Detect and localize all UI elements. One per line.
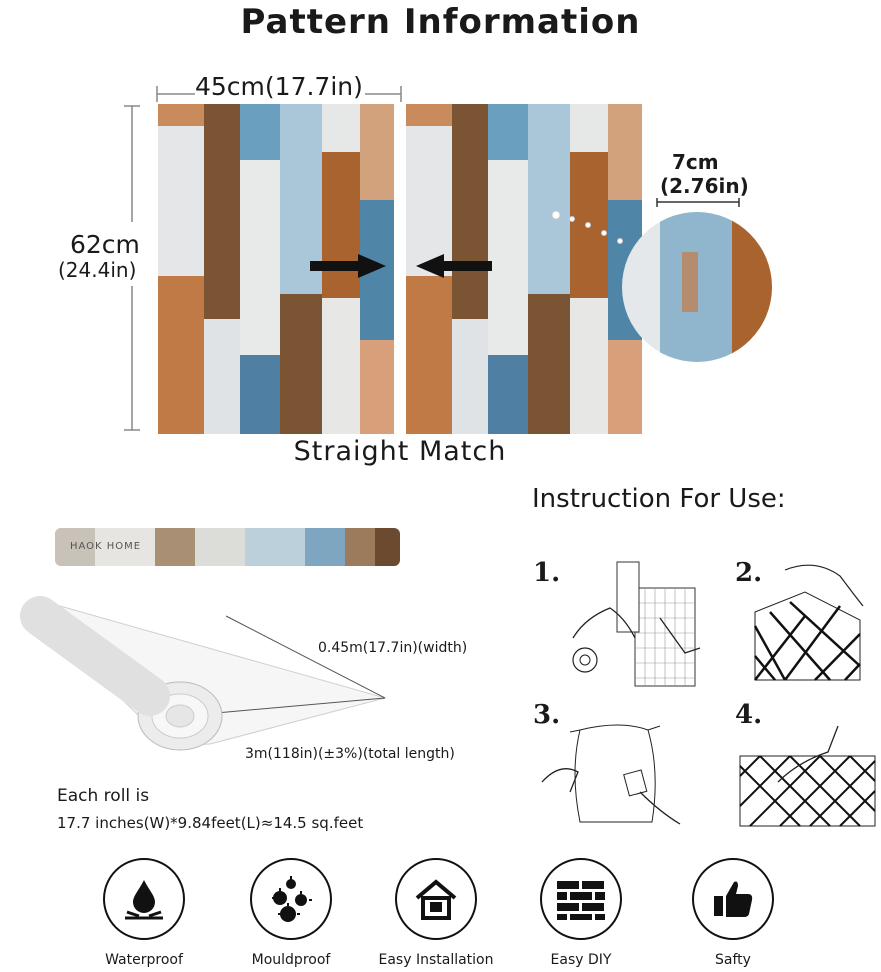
roll-width-label: 0.45m(17.7in)(width): [318, 640, 468, 656]
water-drop-icon: [119, 874, 169, 924]
mould-spores-icon: [264, 872, 318, 926]
feature-easy-installation: [376, 858, 496, 968]
step-number-2: 2.: [735, 558, 763, 588]
step-number-4: 4.: [735, 700, 763, 730]
match-arrows-icon: [310, 252, 500, 280]
feature-label: Mouldproof: [251, 952, 331, 968]
feature-label: Easy Installation: [378, 952, 494, 968]
each-roll-detail: 17.7 inches(W)*9.84feet(L)≈14.5 sq.feet: [57, 814, 364, 832]
roll-brand-text: HAOK HOME: [70, 541, 142, 552]
detail-label-cm: 7cm: [672, 150, 719, 174]
step-2-illustration: [745, 556, 865, 684]
feature-waterproof: [84, 858, 204, 968]
step-4-illustration: [738, 722, 878, 830]
bricks-icon: [555, 877, 607, 921]
feature-label: Safty: [715, 952, 751, 968]
instructions-title: Instruction For Use:: [532, 484, 786, 514]
each-roll-title: Each roll is: [57, 786, 150, 806]
height-label-in: (24.4in): [58, 258, 137, 282]
height-label-cm: 62cm: [70, 230, 140, 259]
detail-dotted-connector: [550, 205, 630, 255]
detail-label-in: (2.76in): [660, 174, 749, 198]
feature-easy-diy: [521, 858, 641, 968]
feature-safty: [673, 858, 793, 968]
feature-label: Easy DIY: [550, 952, 612, 968]
step-3-illustration: [540, 712, 700, 830]
step-1-illustration: [565, 558, 710, 693]
house-icon: [411, 874, 461, 924]
thumbs-up-icon: [708, 874, 758, 924]
feature-mouldproof: [231, 858, 351, 968]
feature-label: Waterproof: [105, 952, 183, 968]
width-label: 45cm(17.7in): [195, 72, 363, 101]
roll-length-label: 3m(118in)(±3%)(total length): [245, 746, 455, 762]
unrolled-roll-illustration: [0, 596, 400, 766]
match-type-label: Straight Match: [293, 436, 507, 467]
page-title: Pattern Information: [240, 2, 641, 42]
detail-magnifier: [622, 212, 772, 362]
step-number-3: 3.: [533, 700, 561, 730]
step-number-1: 1.: [533, 558, 561, 588]
